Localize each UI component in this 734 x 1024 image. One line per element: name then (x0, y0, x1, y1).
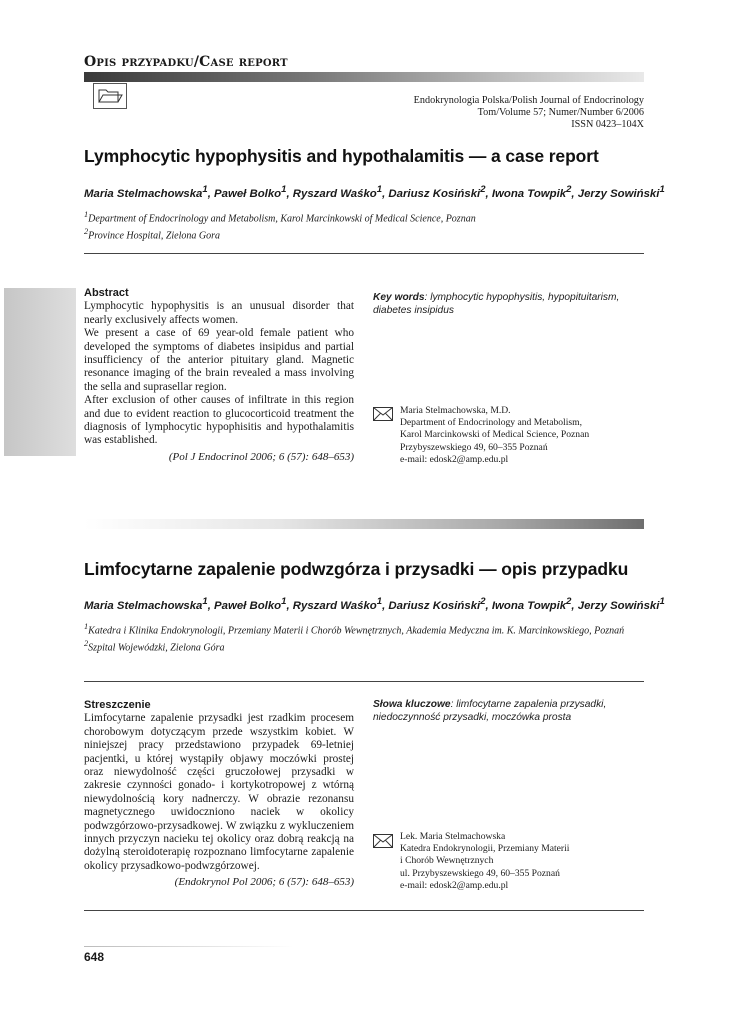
pl-correspondence-address (400, 831, 569, 892)
author-affiliation-mark: 1 (376, 184, 383, 195)
footer-line (84, 946, 294, 947)
envelope-icon-pl (373, 834, 393, 848)
pl-title: Limfocytarne zapalenie podwzgórza i przysadki — opis przypadku (84, 559, 629, 579)
pl-divider-top (84, 681, 644, 682)
en-keywords (373, 292, 643, 317)
author-name: Jerzy Sowiński (577, 187, 660, 200)
section-label-pl: Opis przypadku (84, 54, 194, 70)
author-affiliation-mark: 1 (281, 184, 287, 195)
en-affiliation-2: $^2$Province Hospital, Zielona Gora (84, 227, 221, 242)
section-label-en: Case report (199, 54, 288, 70)
en-affiliations (84, 208, 476, 243)
author-affiliation-mark: 1 (202, 596, 208, 607)
author-affiliation-mark: 1 (659, 596, 665, 607)
author-name: Paweł Bolko (214, 187, 282, 200)
side-tab (4, 288, 76, 456)
pl-affiliation-1: $^1$Katedra i Klinika Endokrynologii, Przemiany Materii i Chorób Wewnętrznych, Akademia Medyczna im. K. Marcinkowskiego, Poznań (84, 622, 625, 637)
en-keywords-label: Key words (373, 292, 425, 303)
pl-abstract-heading: Streszczenie (84, 699, 151, 711)
address-line: Katedra Endokrynologii, Przemiany Materii (400, 843, 570, 855)
en-abstract (84, 287, 354, 464)
en-title: Lymphocytic hypophysitis and hypothalamitis — a case report (84, 146, 599, 166)
author-name: Dariusz Kosiński (388, 599, 481, 612)
author-affiliation-mark: 1 (281, 596, 287, 607)
section-label (84, 54, 288, 70)
pl-affiliation-2: $^2$Szpital Wojewódzki, Zielona Góra (84, 639, 225, 654)
author-affiliation-mark: 1 (659, 184, 665, 195)
en-abstract-heading: Abstract (84, 287, 129, 299)
author-name: Ryszard Waśko (292, 599, 377, 612)
author-name: Jerzy Sowiński (577, 599, 660, 612)
address-line: e-mail: edosk2@amp.edu.pl (400, 453, 509, 465)
en-divider-top (84, 253, 644, 254)
section-label-separator: / (193, 54, 200, 70)
address-line: Maria Stelmachowska, M.D. (400, 405, 511, 416)
address-line: i Chorób Wewnętrznych (400, 855, 494, 867)
pl-authors: Maria Stelmachowska$^1$, Paweł Bolko$^1$, Ryszard Waśko$^1$, Dariusz Kosiński$^2$, Iwona Towpik$^2$, Jerzy Sowiński$^1$ (84, 596, 665, 612)
address-line: ul. Przybyszewskiego 49, 60–355 Poznań (400, 867, 560, 879)
author-affiliation-mark: 2 (480, 596, 486, 607)
en-authors: Maria Stelmachowska$^1$, Paweł Bolko$^1$, Ryszard Waśko$^1$, Dariusz Kosiński$^2$, Iwona Towpik$^2$, Jerzy Sowiński$^1$ (84, 184, 665, 200)
address-line: Department of Endocrinology and Metabolism, (400, 417, 582, 429)
author-name: Iwona Towpik (491, 599, 567, 612)
address-line: e-mail: edosk2@amp.edu.pl (400, 879, 509, 891)
author-affiliation-mark: 2 (566, 184, 572, 195)
pl-citation: (Endokrynol Pol 2006; 6 (57): 648–653) (174, 876, 354, 889)
pl-abstract-paragraph: Limfocytarne zapalenie przysadki jest rzadkim procesem chorobowym dotyczącym przede wszystkim kobiet. W niniejszej pracy przedstawiono przypadek 69-letniej pacjentki, u której wystąpiły objawy moczówki prostej oraz niewydolność części gruczołowej przysadki w zakresie czynności gonado- i kortykotropowej z wtórną niewydolnością kory nadnerczy. W obrazie rezonansu magnetycznego uwidoczniono naciek w okolicy podwzgórzowo-przysadkowej. W związku z wykluczeniem innych przyczyn nacieku tej okolicy oraz dobrą reakcją na dożylną steroidoterapię rozpoznano limfocytarne zapalenie okolicy przysadkowo-podwzgórzowej. (84, 712, 354, 872)
en-abstract-paragraph-2: We present a case of 69 year-old female patient who developed the symptoms of diabetes insipidus and partial insufficiency of the anterior pituitary gland. Magnetic resonance imaging of the brain revealed a mass involving the sella and suprasellar region. (84, 327, 354, 393)
author-name: Iwona Towpik (491, 187, 567, 200)
pl-keywords-label: Słowa kluczowe (373, 699, 451, 710)
address-line: Lek. Maria Stelmachowska (400, 831, 506, 842)
pl-keywords (373, 699, 643, 724)
header-gradient-bar (84, 72, 644, 82)
folder-icon (97, 87, 123, 105)
pl-affiliations (84, 620, 644, 655)
journal-volume: Tom/Volume 57; Numer/Number 6/2006 (477, 107, 644, 118)
author-name: Ryszard Waśko (292, 187, 377, 200)
author-affiliation-mark: 2 (566, 596, 572, 607)
author-name: Dariusz Kosiński (388, 187, 481, 200)
en-keywords-text: : lymphocytic hypophysitis, hypopituitarism, diabetes insipidus (373, 292, 620, 316)
author-name: Paweł Bolko (214, 599, 282, 612)
author-affiliation-mark: 2 (480, 184, 486, 195)
journal-info (414, 95, 644, 131)
pl-keywords-text: : limfocytarne zapalenia przysadki, niedoczynność przysadki, moczówka prosta (373, 699, 607, 723)
en-affiliation-1: $^1$Department of Endocrinology and Metabolism, Karol Marcinkowski of Medical Science, Poznan (84, 210, 476, 225)
address-line: Przybyszewskiego 49, 60–355 Poznań (400, 441, 548, 453)
en-abstract-paragraph-3: After exclusion of other causes of infiltrate in this region and due to evident reaction to glucocorticoid treatment the diagnosis of lymphocytic hypophisitis and hypothalamitis was established. (84, 394, 354, 447)
author-name: Maria Stelmachowska (84, 599, 203, 612)
en-correspondence-address (400, 405, 589, 466)
folder-icon-box (93, 83, 127, 109)
section-gradient-bar (84, 519, 644, 529)
envelope-icon (373, 407, 393, 421)
author-affiliation-mark: 1 (376, 596, 383, 607)
page-number: 648 (84, 950, 105, 964)
author-affiliation-mark: 1 (202, 184, 208, 195)
address-line: Karol Marcinkowski of Medical Science, Poznan (400, 429, 590, 441)
author-name: Maria Stelmachowska (84, 187, 203, 200)
journal-name: Endokrynologia Polska/Polish Journal of Endocrinology (413, 95, 644, 106)
journal-issn: ISSN 0423–104X (571, 119, 644, 130)
en-abstract-paragraph-1: Lymphocytic hypophysitis is an unusual disorder that nearly exclusively affects women. (84, 300, 354, 326)
pl-abstract (84, 699, 354, 890)
en-citation: (Pol J Endocrinol 2006; 6 (57): 648–653) (168, 450, 354, 463)
pl-divider-bottom (84, 910, 644, 911)
